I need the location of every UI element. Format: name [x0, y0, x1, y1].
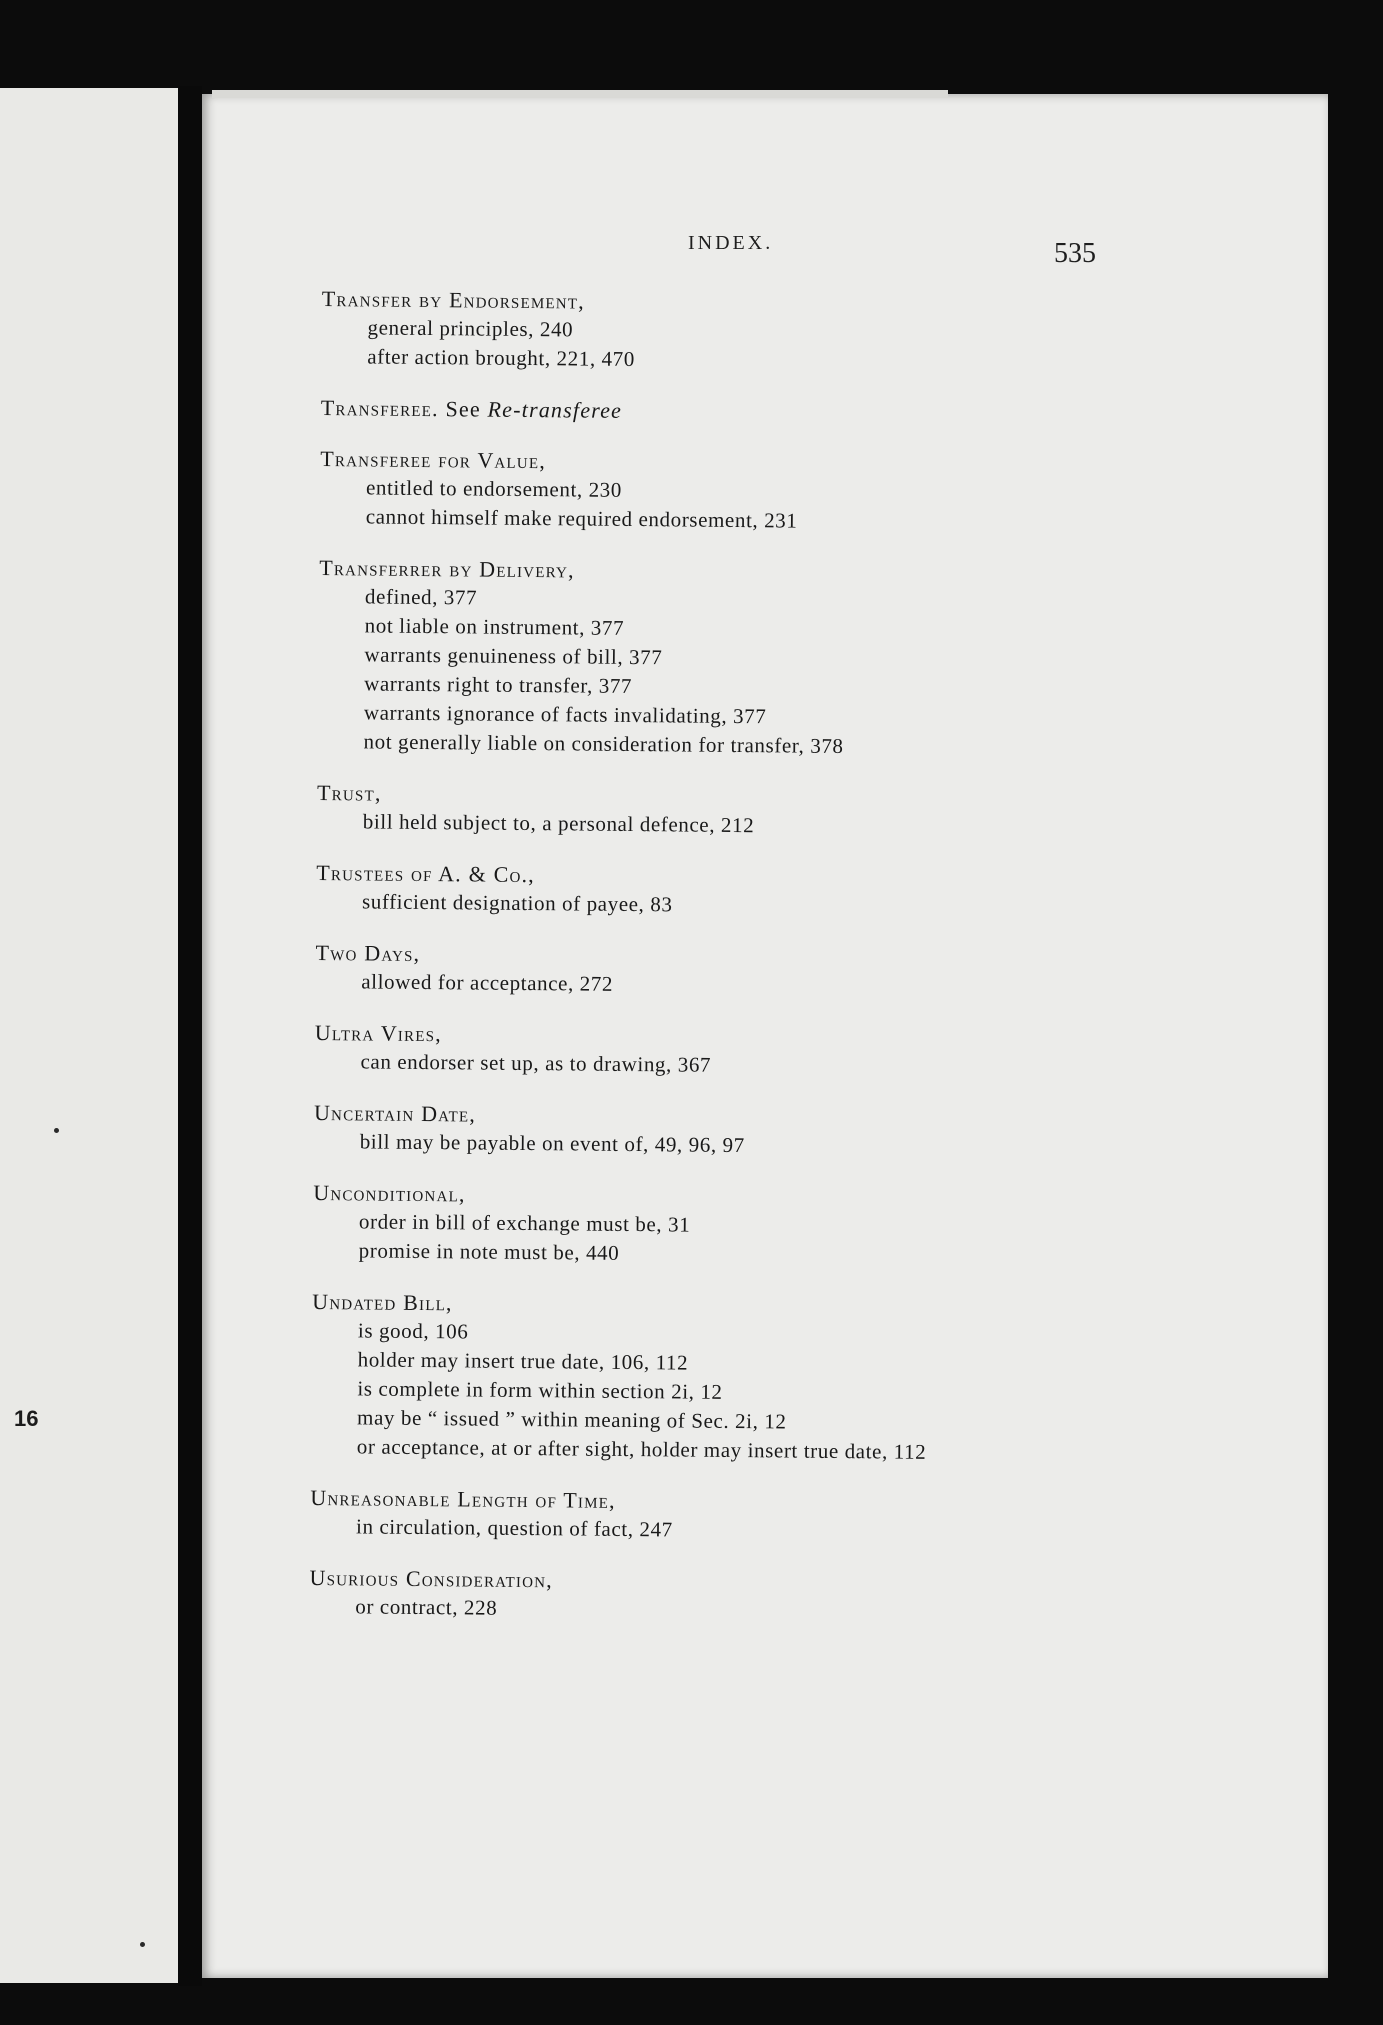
index-heading-text: Trustees of A. & Co., — [316, 859, 536, 888]
index-subentry: can endorser set up, as to drawing, 367 — [360, 1049, 712, 1077]
index-subentry: or contract, 228 — [355, 1594, 498, 1620]
index-subentry: after action brought, 221, 470 — [367, 344, 636, 372]
index-subentry: not liable on instrument, 377 — [364, 613, 625, 640]
index-subentry: promise in note must be, 440 — [358, 1238, 620, 1265]
page-number: 535 — [1054, 238, 1096, 269]
index-heading-text: Transferee. — [320, 394, 439, 422]
index-heading-text: Uncertain Date, — [313, 1099, 477, 1127]
index-entry — [309, 1563, 1210, 1630]
index-subentry: warrants right to transfer, 377 — [364, 671, 633, 698]
index-entry — [317, 553, 1219, 765]
index-heading-text: Transferrer by Delivery, — [319, 554, 575, 583]
index-subentry: sufficient designation of payee, 83 — [361, 889, 673, 917]
index-subentry: bill may be payable on event of, 49, 96, 97 — [359, 1129, 745, 1158]
running-head: INDEX. — [688, 232, 774, 254]
see-label: See — [445, 396, 482, 422]
index-heading-text: Trust, — [316, 779, 382, 806]
index-entries — [309, 284, 1222, 1652]
index-entry — [311, 1287, 1213, 1470]
index-heading — [321, 393, 1221, 431]
index-entry — [316, 858, 1217, 925]
index-entry — [320, 444, 1221, 540]
index-subentry: holder may insert true date, 106, 112 — [357, 1347, 689, 1375]
index-subentry: is complete in form within section 2i, 12 — [357, 1376, 723, 1404]
index-subentry: entitled to endorsement, 230 — [365, 475, 623, 502]
index-subentry: allowed for acceptance, 272 — [361, 969, 614, 996]
previous-page-edge — [0, 88, 180, 1983]
index-subentry: defined, 377 — [364, 584, 478, 610]
index-subentry: or acceptance, at or after sight, holder may insert true date, 112 — [356, 1434, 927, 1464]
index-subentry: in circulation, question of fact, 247 — [355, 1514, 673, 1542]
index-heading-text: Usurious Consideration, — [309, 1564, 554, 1593]
index-entry — [310, 1483, 1211, 1550]
index-subentry: general principles, 240 — [367, 315, 574, 342]
index-heading-text: Transfer by Endorsement, — [321, 285, 586, 314]
index-heading-text: Ultra Vires, — [314, 1019, 443, 1047]
dust-speck — [54, 1128, 59, 1133]
index-subentry: bill held subject to, a personal defence, 212 — [362, 809, 755, 838]
cross-reference: Re-transferee — [487, 396, 623, 423]
margin-line-number: 16 — [14, 1406, 39, 1431]
index-entry — [321, 393, 1221, 431]
index-entry — [317, 778, 1218, 845]
index-subentry: not generally liable on consideration for transfer, 378 — [363, 729, 844, 759]
index-entry — [315, 938, 1216, 1005]
index-heading-text: Two Days, — [315, 939, 421, 966]
index-heading-text: Transferee for Value, — [320, 445, 547, 474]
index-subentry: is good, 106 — [357, 1318, 469, 1344]
index-subentry: may be “ issued ” within meaning of Sec. 2i, 12 — [357, 1405, 787, 1434]
book-gutter — [178, 86, 202, 1986]
index-heading-text: Unreasonable Length of Time, — [310, 1484, 616, 1513]
index-entry — [314, 1098, 1215, 1165]
index-heading-text: Undated Bill, — [312, 1288, 453, 1316]
dust-speck — [140, 1942, 145, 1947]
index-entry — [314, 1018, 1215, 1085]
index-heading-text: Unconditional, — [313, 1179, 466, 1207]
index-subentry: cannot himself make required endorsement, 231 — [365, 504, 798, 533]
page-top-edge — [212, 90, 948, 98]
index-subentry: order in bill of exchange must be, 31 — [358, 1209, 691, 1237]
index-subentry: warrants ignorance of facts invalidating, 377 — [363, 700, 767, 729]
index-entry — [313, 1178, 1214, 1274]
index-subentry: warrants genuineness of bill, 377 — [364, 642, 663, 670]
index-entry — [321, 284, 1222, 380]
